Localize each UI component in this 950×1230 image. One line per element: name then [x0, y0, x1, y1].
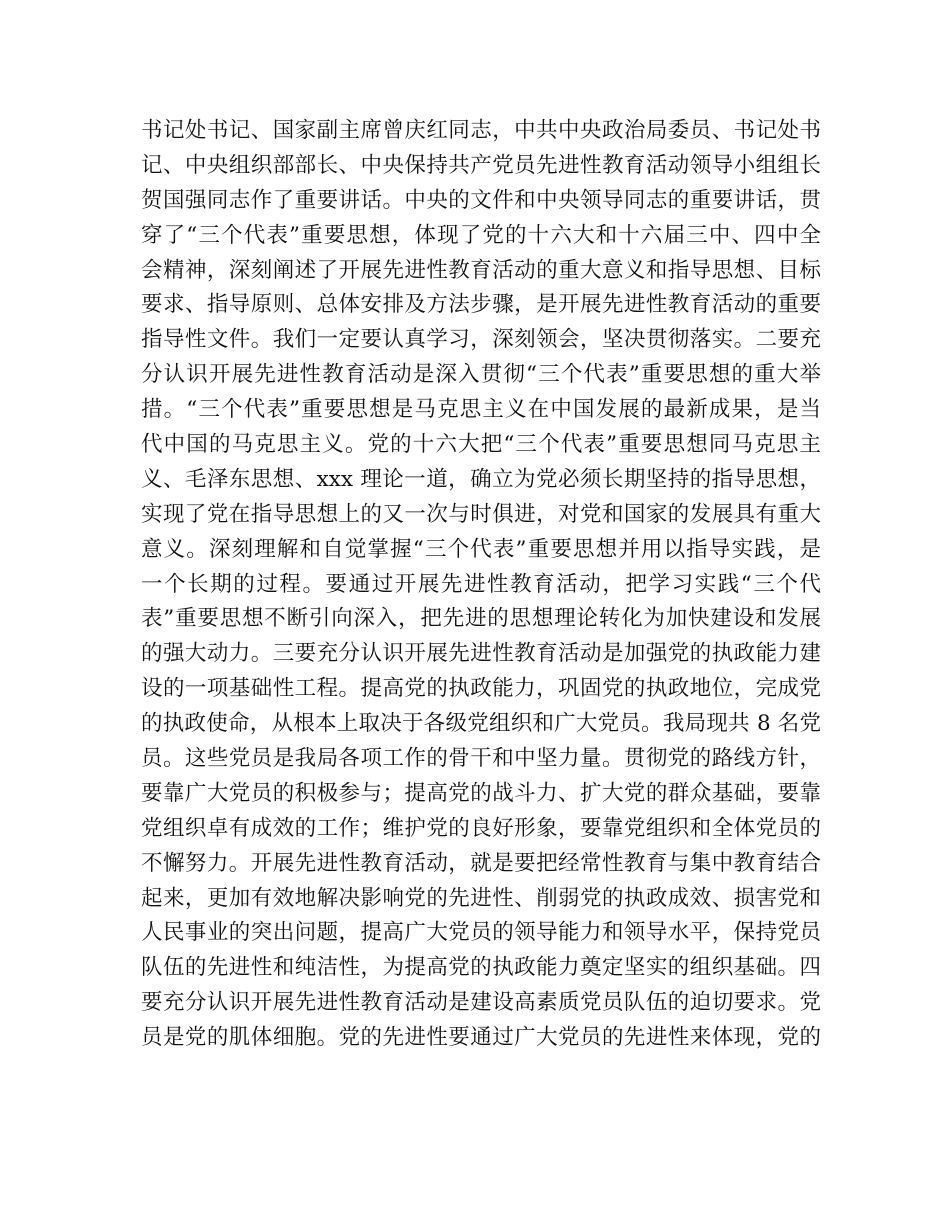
text-line: 员。这些党员是我局各项工作的骨干和中坚力量。贯彻党的路线方针，	[141, 746, 821, 772]
text-line: 书记处书记、国家副主席曾庆红同志，中共中央政治局委员、书记处书	[141, 118, 821, 143]
text-line: 意义。深刻理解和自觉掌握“三个代表”重要思想并用以指导实践，是	[141, 536, 821, 562]
text-line: 代中国的马克思主义。党的十六大把“三个代表”重要思想同马克思主	[141, 432, 821, 458]
text-line: 要靠广大党员的积极参与；提高党的战斗力、扩大党的群众基础，要靠	[141, 780, 821, 806]
text-line: 设的一项基础性工程。提高党的执政能力，巩固党的执政地位，完成党	[141, 676, 821, 702]
text-line: 表”重要思想不断引向深入，把先进的思想理论转化为加快建设和发展	[141, 606, 821, 632]
text-line: 人民事业的突出问题，提高广大党员的领导能力和领导水平，保持党员	[141, 920, 821, 946]
text-line: 要求、指导原则、总体安排及方法步骤，是开展先进性教育活动的重要	[141, 292, 821, 318]
text-line: 要充分认识开展先进性教育活动是建设高素质党员队伍的迫切要求。党	[141, 990, 821, 1016]
text-line: 的强大动力。三要充分认识开展先进性教育活动是加强党的执政能力建	[141, 641, 821, 667]
text-line: 记、中央组织部部长、中央保持共产党员先进性教育活动领导小组组长	[141, 152, 821, 178]
text-line: 不懈努力。开展先进性教育活动，就是要把经常性教育与集中教育结合	[141, 850, 821, 876]
text-line: 会精神，深刻阐述了开展先进性教育活动的重大意义和指导思想、目标	[141, 257, 821, 283]
text-line: 义、毛泽东思想、xxx 理论一道，确立为党必须长期坚持的指导思想，	[141, 466, 821, 492]
text-line: 起来，更加有效地解决影响党的先进性、削弱党的执政成效、损害党和	[141, 885, 821, 911]
text-line: 分认识开展先进性教育活动是深入贯彻“三个代表”重要思想的重大举	[141, 362, 821, 388]
text-line: 实现了党在指导思想上的又一次与时俱进，对党和国家的发展具有重大	[141, 501, 821, 527]
text-line: 党组织卓有成效的工作；维护党的良好形象，要靠党组织和全体党员的	[141, 815, 821, 841]
text-line: 穿了“三个代表”重要思想，体现了党的十六大和十六届三中、四中全	[141, 222, 821, 248]
text-line: 的执政使命，从根本上取决于各级党组织和广大党员。我局现共 8 名党	[141, 711, 821, 737]
text-line: 措。“三个代表”重要思想是马克思主义在中国发展的最新成果，是当	[141, 397, 821, 423]
text-line: 贺国强同志作了重要讲话。中央的文件和中央领导同志的重要讲话，贯	[141, 187, 821, 213]
text-line: 员是党的肌体细胞。党的先进性要通过广大党员的先进性来体现，党的	[141, 1025, 821, 1051]
body-text	[141, 114, 821, 1056]
text-line: 队伍的先进性和纯洁性，为提高党的执政能力奠定坚实的组织基础。四	[141, 955, 821, 981]
text-line: 一个长期的过程。要通过开展先进性教育活动，把学习实践“三个代	[141, 571, 821, 597]
text-line: 指导性文件。我们一定要认真学习，深刻领会，坚决贯彻落实。二要充	[141, 327, 821, 353]
